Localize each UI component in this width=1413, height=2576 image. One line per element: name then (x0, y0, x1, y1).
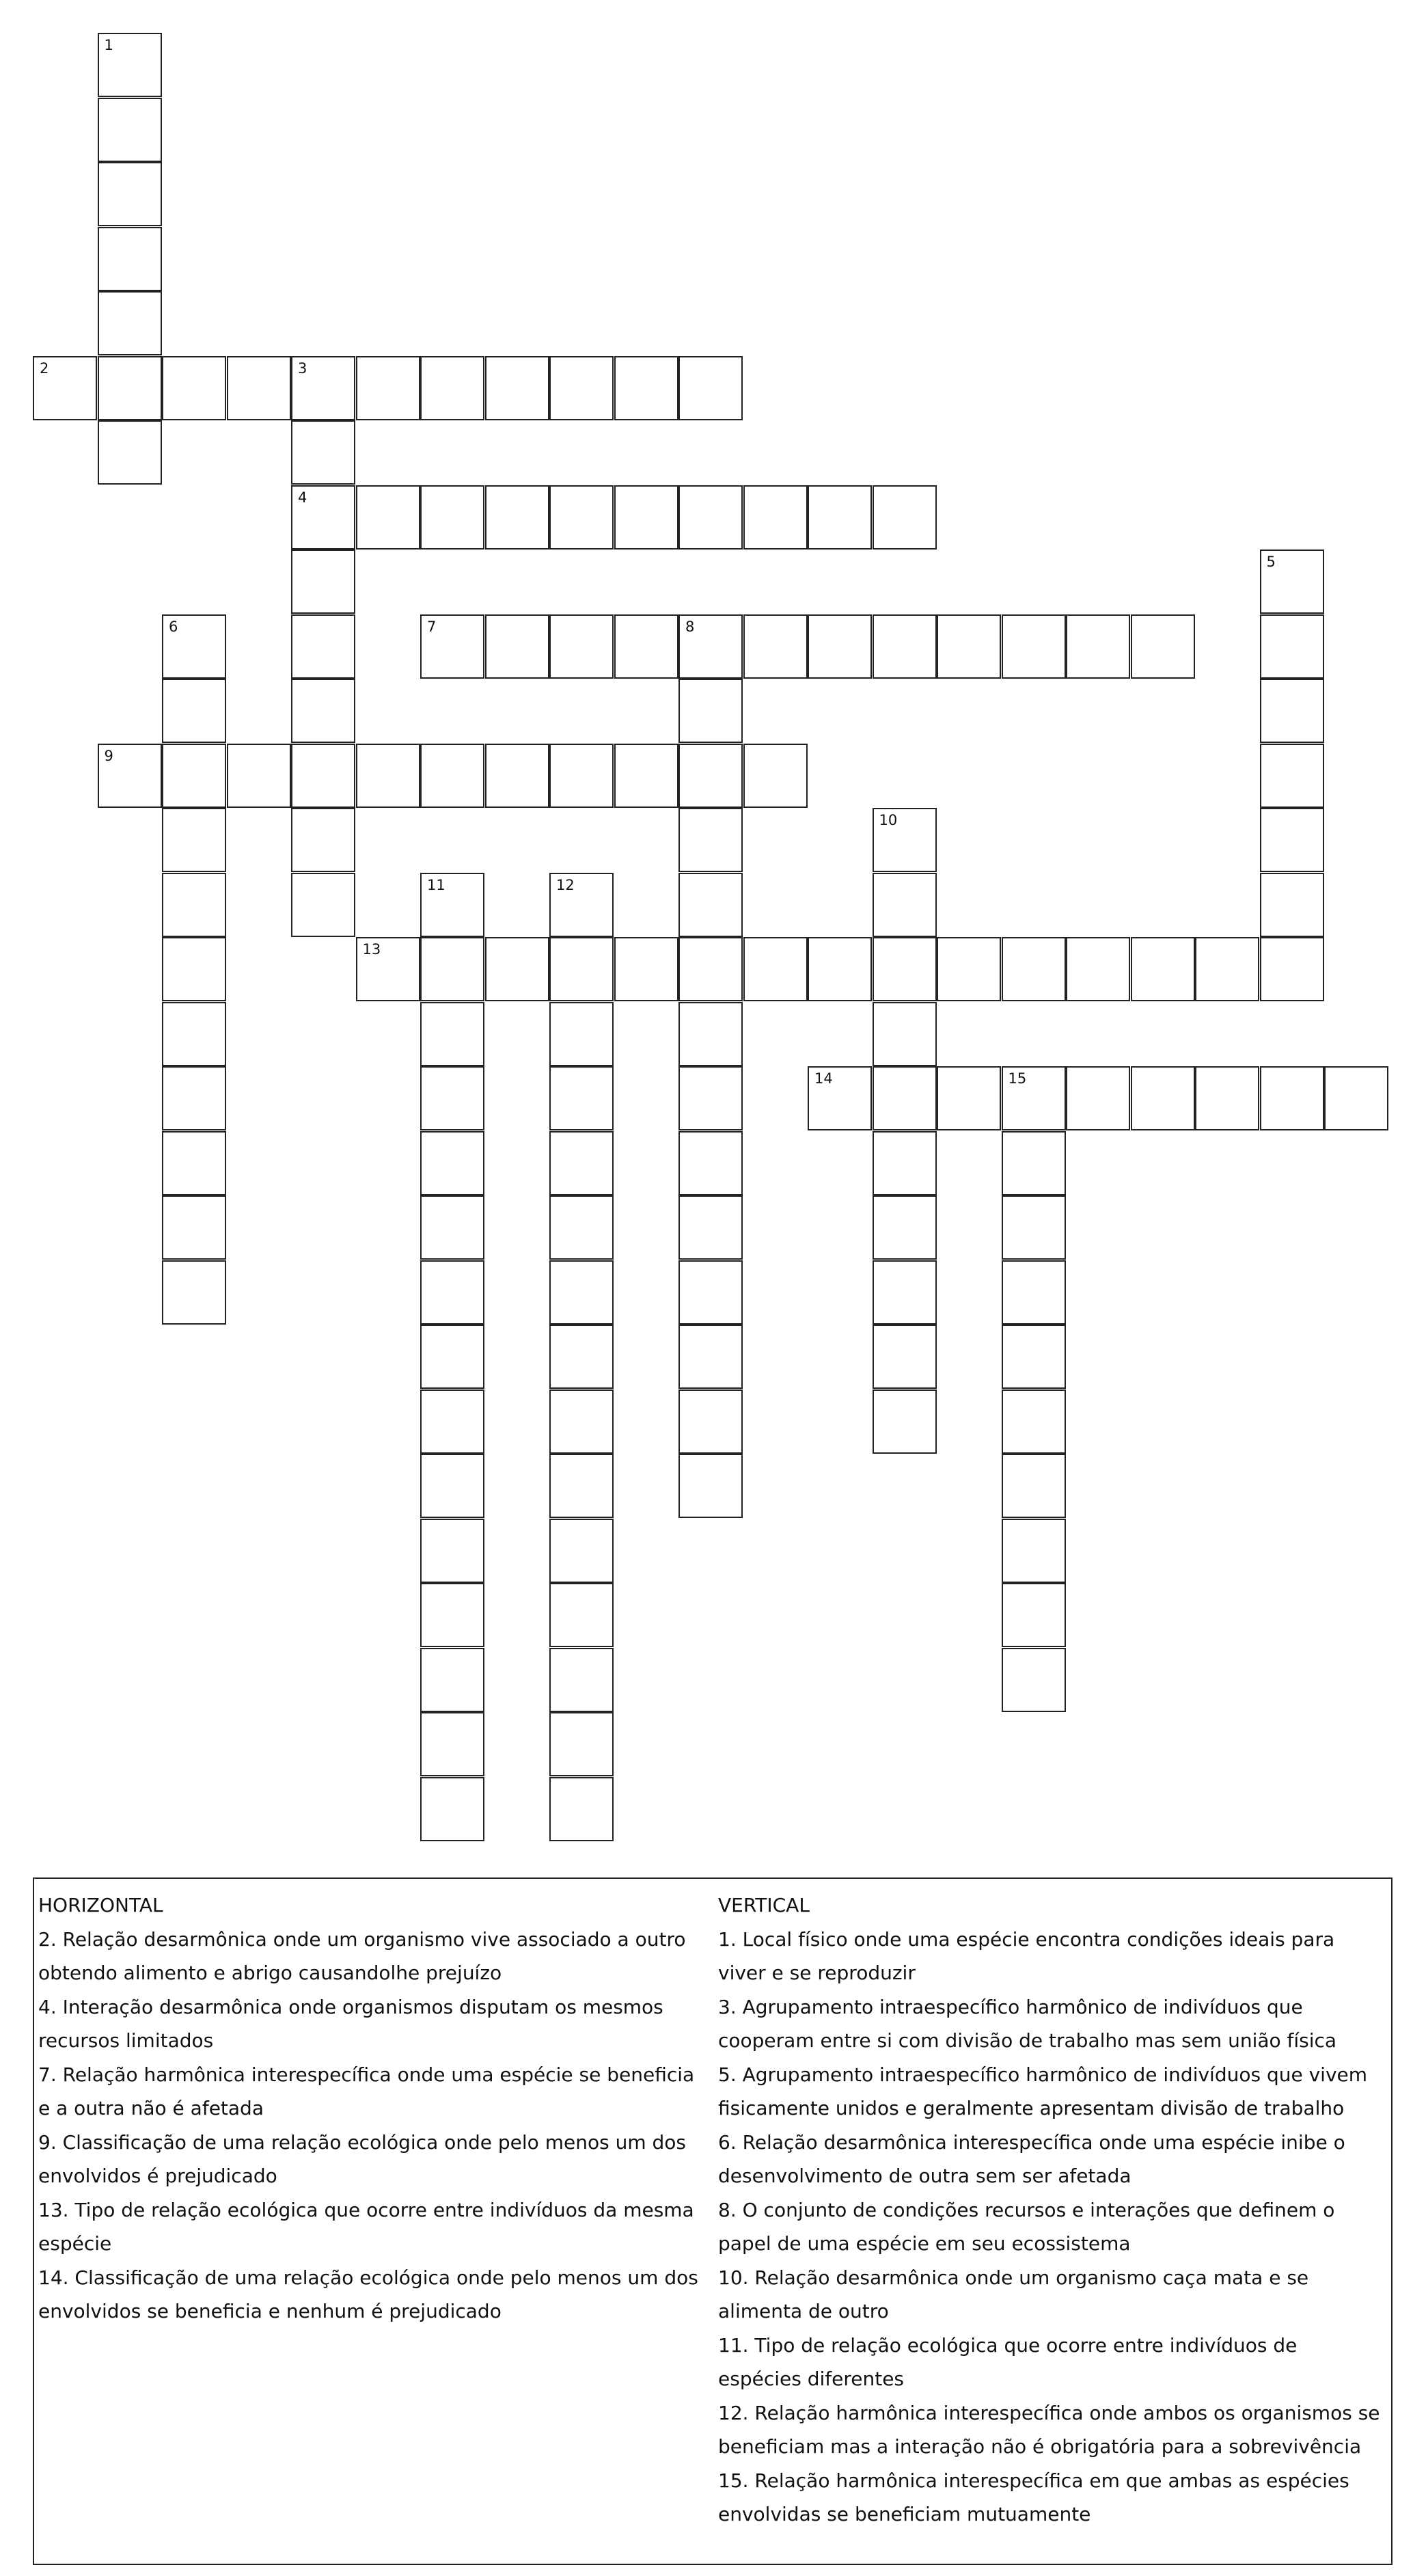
crossword-cell[interactable] (98, 744, 162, 808)
crossword-cell[interactable] (1002, 1325, 1066, 1389)
crossword-cell[interactable] (1002, 1583, 1066, 1647)
crossword-cell[interactable] (549, 1325, 614, 1389)
horizontal-heading: HORIZONTAL (38, 1894, 163, 1916)
crossword-cell[interactable] (678, 485, 743, 550)
crossword-cell[interactable] (162, 1002, 226, 1066)
crossword-cell[interactable] (420, 1583, 484, 1647)
crossword-cell[interactable] (1260, 550, 1324, 614)
crossword-cell[interactable] (743, 937, 808, 1001)
crossword-cell[interactable] (356, 356, 420, 420)
crossword-cell[interactable] (420, 1648, 484, 1712)
crossword-cell[interactable] (162, 614, 226, 679)
crossword-cell[interactable] (549, 1777, 614, 1841)
crossword-cell[interactable] (98, 162, 162, 226)
clue-vertical-10: 10. Relação desarmônica onde um organismo caça mata e se alimenta de outro (718, 2266, 1309, 2322)
crossword-cell[interactable] (873, 1066, 937, 1130)
crossword-cell[interactable] (1066, 937, 1130, 1001)
crossword-cell[interactable] (1324, 1066, 1388, 1130)
crossword-cell[interactable] (808, 614, 872, 679)
crossword-cell[interactable] (98, 98, 162, 162)
clue-number: 7 (427, 618, 437, 635)
clue-vertical-5: 5. Agrupamento intraespecífico harmônico de indivíduos que vivem fisicamente unidos e geralmente apresentam divisão de trabalho (718, 2063, 1368, 2119)
crossword-cell[interactable] (808, 937, 872, 1001)
crossword-cell[interactable] (1002, 614, 1066, 679)
crossword-cell[interactable] (98, 356, 162, 420)
crossword-cell[interactable] (614, 937, 678, 1001)
crossword-cell[interactable] (1002, 1195, 1066, 1260)
crossword-cell[interactable] (549, 1066, 614, 1130)
crossword-cell[interactable] (1195, 1066, 1259, 1130)
crossword-cell[interactable] (743, 614, 808, 679)
crossword-cell[interactable] (420, 1389, 484, 1454)
crossword-cell[interactable] (678, 873, 743, 937)
crossword-cell[interactable] (808, 485, 872, 550)
clue-vertical-3: 3. Agrupamento intraespecífico harmônico de indivíduos que cooperam entre si com divisão de trabalho mas sem união física (718, 1995, 1337, 2052)
crossword-cell[interactable] (291, 679, 355, 743)
crossword-cell[interactable] (162, 1131, 226, 1195)
crossword-cell[interactable] (33, 356, 97, 420)
crossword-cell[interactable] (162, 808, 226, 872)
crossword-cell[interactable] (227, 744, 291, 808)
clue-horizontal-14: 14. Classificação de uma relação ecológica onde pelo menos um dos envolvidos se beneficia e nenhum é prejudicado (38, 2266, 698, 2322)
crossword-cell[interactable] (1260, 1066, 1324, 1130)
crossword-cell[interactable] (678, 679, 743, 743)
crossword-cell[interactable] (678, 1002, 743, 1066)
crossword-cell[interactable] (549, 1519, 614, 1583)
crossword-cell[interactable] (162, 356, 226, 420)
crossword-cell[interactable] (291, 873, 355, 937)
crossword-cell[interactable] (873, 1195, 937, 1260)
crossword-cell[interactable] (420, 1454, 484, 1518)
crossword-cell[interactable] (420, 1519, 484, 1583)
clue-horizontal-9: 9. Classificação de uma relação ecológica onde pelo menos um dos envolvidos é prejudicado (38, 2130, 686, 2187)
crossword-cell[interactable] (420, 1260, 484, 1325)
crossword-cell[interactable] (1131, 937, 1195, 1001)
crossword-cell[interactable] (98, 227, 162, 291)
crossword-cell[interactable] (873, 1002, 937, 1066)
crossword-cell[interactable] (873, 1260, 937, 1325)
crossword-cell[interactable] (937, 1066, 1001, 1130)
crossword-cell[interactable] (1195, 937, 1259, 1001)
crossword-cell[interactable] (1260, 679, 1324, 743)
clue-number: 2 (40, 360, 49, 377)
crossword-cell[interactable] (937, 937, 1001, 1001)
crossword-cell[interactable] (678, 1454, 743, 1518)
crossword-cell[interactable] (549, 1195, 614, 1260)
crossword-cell[interactable] (678, 1325, 743, 1389)
clue-number: 9 (104, 747, 113, 764)
crossword-cell[interactable] (678, 1195, 743, 1260)
crossword-cell[interactable] (1002, 937, 1066, 1001)
crossword-cell[interactable] (678, 1131, 743, 1195)
crossword-cell[interactable] (1260, 937, 1324, 1001)
crossword-cell[interactable] (356, 485, 420, 550)
vertical-clues (718, 1888, 1384, 2532)
crossword-cell[interactable] (98, 291, 162, 355)
crossword-cell[interactable] (291, 808, 355, 872)
clue-horizontal-2: 2. Relação desarmônica onde um organismo vive associado a outro obtendo alimento e abrigo causandolhe prejuízo (38, 1927, 686, 1984)
crossword-cell[interactable] (678, 937, 743, 1001)
crossword-cell[interactable] (549, 873, 614, 937)
clue-number: 14 (814, 1070, 833, 1087)
crossword-cell[interactable] (549, 937, 614, 1001)
crossword-cell[interactable] (291, 485, 355, 550)
crossword-cell[interactable] (743, 744, 808, 808)
crossword-cell[interactable] (420, 937, 484, 1001)
crossword-cell[interactable] (549, 1002, 614, 1066)
crossword-cell[interactable] (291, 356, 355, 420)
crossword-cell[interactable] (1260, 873, 1324, 937)
crossword-cell[interactable] (549, 485, 614, 550)
crossword-cell[interactable] (485, 937, 549, 1001)
crossword-cell[interactable] (291, 744, 355, 808)
clue-number: 11 (427, 876, 445, 893)
crossword-cell[interactable] (291, 550, 355, 614)
crossword-cell[interactable] (873, 485, 937, 550)
crossword-cell[interactable] (1066, 1066, 1130, 1130)
crossword-cell[interactable] (162, 873, 226, 937)
crossword-cell[interactable] (549, 614, 614, 679)
clue-number: 15 (1008, 1070, 1027, 1087)
vertical-heading: VERTICAL (718, 1894, 810, 1916)
clue-vertical-6: 6. Relação desarmônica interespecífica onde uma espécie inibe o desenvolvimento de outra sem ser afetada (718, 2130, 1345, 2187)
clue-number: 10 (879, 812, 898, 828)
crossword-cell[interactable] (1131, 1066, 1195, 1130)
crossword-cell[interactable] (420, 1195, 484, 1260)
crossword-cell[interactable] (678, 1260, 743, 1325)
crossword-cell[interactable] (420, 1325, 484, 1389)
crossword-cell[interactable] (549, 1389, 614, 1454)
crossword-cell[interactable] (1002, 1519, 1066, 1583)
clue-number: 4 (298, 489, 307, 506)
crossword-cell[interactable] (420, 356, 484, 420)
clue-vertical-8: 8. O conjunto de condições recursos e interações que definem o papel de uma espécie em seu ecossistema (718, 2198, 1335, 2255)
crossword-cell[interactable] (678, 744, 743, 808)
clue-number: 12 (556, 876, 575, 893)
crossword-cell[interactable] (1260, 614, 1324, 679)
crossword-cell[interactable] (873, 873, 937, 937)
crossword-cell[interactable] (808, 1066, 872, 1130)
crossword-cell[interactable] (1002, 1454, 1066, 1518)
crossword-cell[interactable] (549, 356, 614, 420)
horizontal-clues (38, 1888, 704, 2329)
crossword-cell[interactable] (420, 744, 484, 808)
clue-horizontal-13: 13. Tipo de relação ecológica que ocorre entre indivíduos da mesma espécie (38, 2198, 694, 2255)
clue-number: 8 (685, 618, 695, 635)
crossword-cell[interactable] (98, 420, 162, 485)
crossword-cell[interactable] (873, 937, 937, 1001)
crossword-cell[interactable] (162, 937, 226, 1001)
crossword-cell[interactable] (1002, 1131, 1066, 1195)
crossword-cell[interactable] (1002, 1260, 1066, 1325)
clue-vertical-12: 12. Relação harmônica interespecífica onde ambos os organismos se beneficiam mas a interação não é obrigatória para a sobrevivência (718, 2401, 1380, 2458)
crossword-cell[interactable] (420, 1131, 484, 1195)
crossword-cell[interactable] (873, 808, 937, 872)
clue-horizontal-7: 7. Relação harmônica interespecífica onde uma espécie se beneficia e a outra não é afetada (38, 2063, 695, 2119)
clue-vertical-11: 11. Tipo de relação ecológica que ocorre entre indivíduos de espécies diferentes (718, 2333, 1298, 2390)
crossword-cell[interactable] (162, 1066, 226, 1130)
crossword-cell[interactable] (356, 937, 420, 1001)
clue-vertical-1: 1. Local físico onde uma espécie encontra condições ideais para viver e se reproduzir (718, 1927, 1335, 1984)
crossword-cell[interactable] (420, 614, 484, 679)
crossword-cell[interactable] (1002, 1066, 1066, 1130)
crossword-cell[interactable] (420, 873, 484, 937)
clue-number: 3 (298, 360, 307, 377)
crossword-cell[interactable] (873, 614, 937, 679)
crossword-cell[interactable] (98, 33, 162, 97)
crossword-cell[interactable] (420, 1002, 484, 1066)
crossword-cell[interactable] (420, 1712, 484, 1776)
crossword-cell[interactable] (678, 1066, 743, 1130)
crossword-cell[interactable] (549, 1583, 614, 1647)
crossword-cell[interactable] (420, 1066, 484, 1130)
crossword-cell[interactable] (614, 485, 678, 550)
crossword-cell[interactable] (678, 614, 743, 679)
crossword-cell[interactable] (549, 1454, 614, 1518)
crossword-cell[interactable] (227, 356, 291, 420)
crossword-cell[interactable] (1260, 744, 1324, 808)
clue-vertical-15: 15. Relação harmônica interespecífica em que ambas as espécies envolvidas se beneficiam mutuamente (718, 2469, 1349, 2525)
crossword-cell[interactable] (678, 1389, 743, 1454)
crossword-cell[interactable] (549, 1648, 614, 1712)
crossword-cell[interactable] (678, 356, 743, 420)
crossword-cell[interactable] (873, 1389, 937, 1454)
crossword-cell[interactable] (678, 808, 743, 872)
crossword-cell[interactable] (873, 1131, 937, 1195)
clue-number: 1 (104, 37, 113, 53)
crossword-cell[interactable] (873, 1325, 937, 1389)
crossword-cell[interactable] (614, 356, 678, 420)
crossword-cell[interactable] (420, 485, 484, 550)
crossword-cell[interactable] (291, 420, 355, 485)
crossword-cell[interactable] (614, 614, 678, 679)
crossword-cell[interactable] (549, 1131, 614, 1195)
crossword-cell[interactable] (291, 614, 355, 679)
crossword-cell[interactable] (485, 614, 549, 679)
crossword-cell[interactable] (1002, 1389, 1066, 1454)
crossword-cell[interactable] (162, 679, 226, 743)
crossword-cell[interactable] (356, 744, 420, 808)
crossword-cell[interactable] (162, 1260, 226, 1325)
crossword-cell[interactable] (1002, 1648, 1066, 1712)
clue-horizontal-4: 4. Interação desarmônica onde organismos disputam os mesmos recursos limitados (38, 1995, 663, 2052)
clue-number: 13 (362, 941, 381, 958)
crossword-cell[interactable] (1066, 614, 1130, 679)
crossword-cell[interactable] (937, 614, 1001, 679)
clue-number: 5 (1266, 554, 1276, 570)
crossword-cell[interactable] (1260, 808, 1324, 872)
crossword-cell[interactable] (485, 744, 549, 808)
crossword-cell[interactable] (549, 744, 614, 808)
crossword-cell[interactable] (162, 744, 226, 808)
crossword-cell[interactable] (485, 485, 549, 550)
crossword-cell[interactable] (614, 744, 678, 808)
clue-number: 6 (169, 618, 178, 635)
crossword-cell[interactable] (420, 1777, 484, 1841)
crossword-cell[interactable] (485, 356, 549, 420)
crossword-cell[interactable] (1131, 614, 1195, 679)
crossword-cell[interactable] (162, 1195, 226, 1260)
crossword-cell[interactable] (549, 1712, 614, 1776)
crossword-cell[interactable] (743, 485, 808, 550)
clue-box (33, 1877, 1393, 2565)
crossword-cell[interactable] (549, 1260, 614, 1325)
